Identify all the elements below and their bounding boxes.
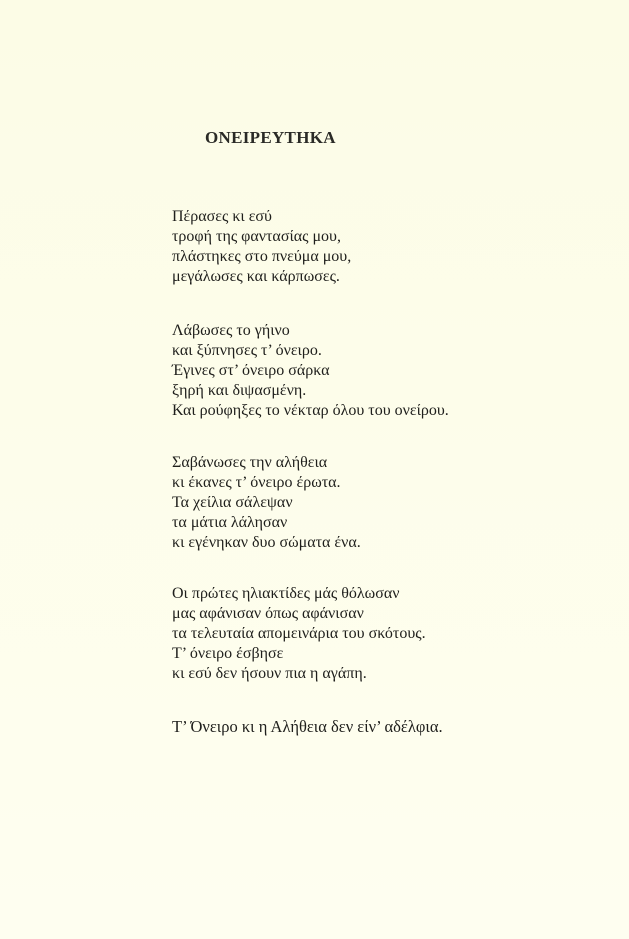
poem-line: Τα χείλια σάλεψαν (172, 494, 293, 511)
poem-line: μας αφάνισαν όπως αφάνισαν (172, 605, 364, 622)
closing-line: Τ’ Όνειρο κι η Αλήθεια δεν είν’ αδέλφια. (172, 717, 443, 736)
poem-line: Τ’ όνειρο έσβησε (172, 645, 284, 662)
poem-line: κι εγένηκαν δυο σώματα ένα. (172, 534, 361, 551)
poem-line: μεγάλωσες και κάρπωσες. (172, 268, 340, 285)
stanza-2 (172, 321, 449, 421)
poem-line: Λάβωσες το γήινο (172, 322, 290, 339)
poem-line: και ξύπνησες τ’ όνειρο. (172, 342, 322, 359)
poem-line: Σαβάνωσες την αλήθεια (172, 454, 328, 471)
poem-line: τα τελευταία απομεινάρια του σκότους. (172, 625, 426, 642)
poem-line: Οι πρώτες ηλιακτίδες μάς θόλωσαν (172, 585, 400, 602)
poem-line: κι εσύ δεν ήσουν πια η αγάπη. (172, 665, 367, 682)
poem-line: Και ρούφηξες το νέκταρ όλου του ονείρου. (172, 402, 449, 419)
poem-line: Έγινες στ’ όνειρο σάρκα (172, 362, 330, 379)
stanza-4 (172, 584, 426, 684)
poem-line: πλάστηκες στο πνεύμα μου, (172, 248, 352, 265)
poem-line: Πέρασες κι εσύ (172, 208, 272, 225)
poem-line: κι έκανες τ’ όνειρο έρωτα. (172, 474, 341, 491)
poem-line: ξηρή και διψασμένη. (172, 382, 307, 399)
poem-line: τροφή της φαντασίας μου, (172, 228, 341, 245)
poem-line: τα μάτια λάλησαν (172, 514, 288, 531)
closing-stanza (172, 717, 443, 737)
stanza-3 (172, 453, 361, 553)
poem-title: ΟΝΕΙΡΕΥΤΗΚΑ (205, 128, 336, 147)
stanza-1 (172, 207, 351, 287)
